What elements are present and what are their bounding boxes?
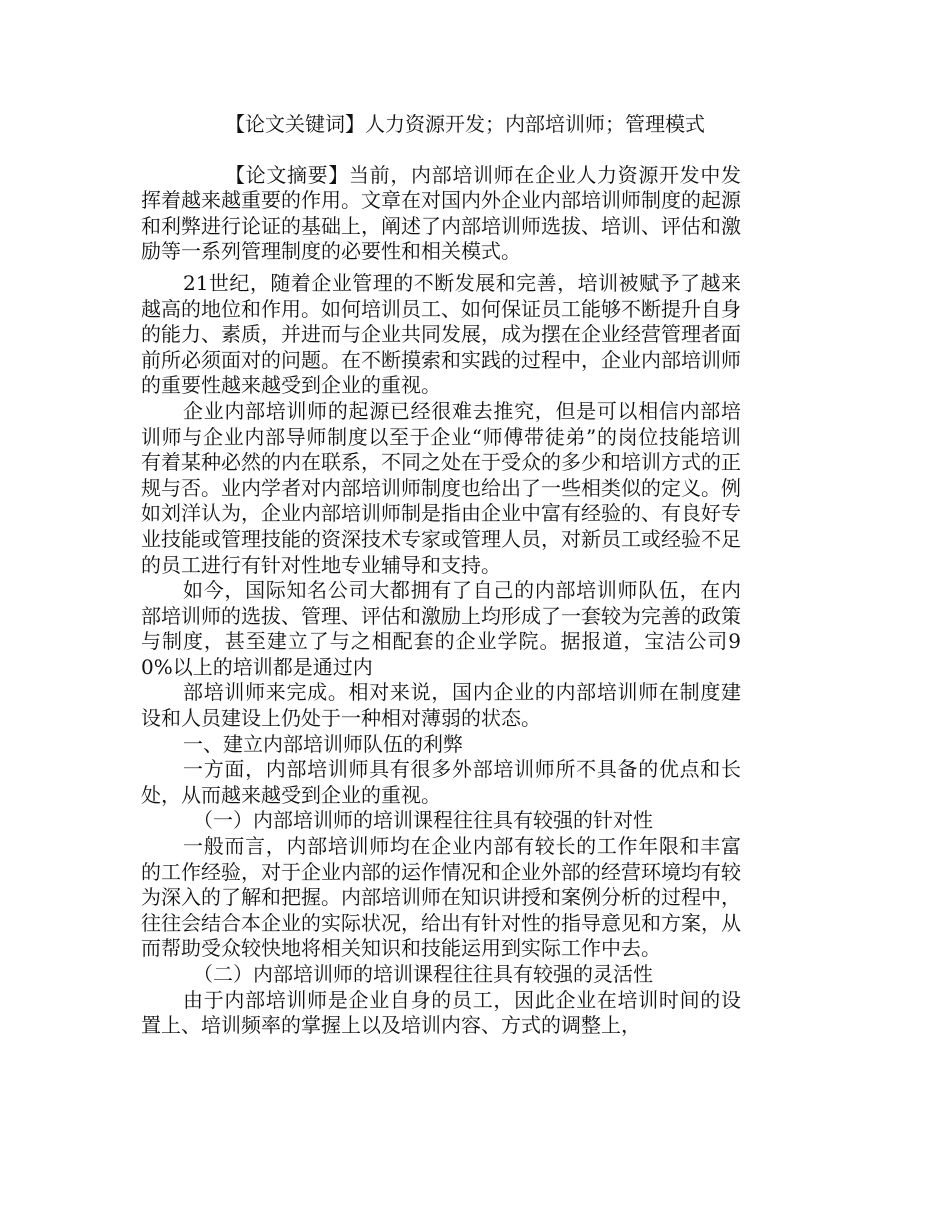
document-page: [141, 112, 741, 1039]
body-paragraph-1: 21世纪，随着企业管理的不断发展和完善，培训被赋予了越来越高的地位和作用。如何培训员工、如何保证员工能够不断提升自身的能力、素质，并进而与企业共同发展，成为摆在企业经营管理者面前所必须面对的问题。在不断摸索和实践的过程中，企业内部培训师的重要性越来越受到企业的重视。: [141, 270, 741, 398]
body-paragraph-3: 如今，国际知名公司大都拥有了自己的内部培训师队伍，在内部培训师的选拔、管理、评估和激励上均形成了一套较为完善的政策与制度，甚至建立了与之相配套的企业学院。据报道，宝洁公司90%以上的培训都是通过内: [141, 578, 741, 679]
abstract-paragraph: 【论文摘要】当前，内部培训师在企业人力资源开发中发挥着越来越重要的作用。文章在对国内外企业内部培训师制度的起源和利弊进行论证的基础上，阐述了内部培训师选拔、培训、评估和激励等一系列管理制度的必要性和相关模式。: [141, 162, 741, 264]
body-paragraph-7: 由于内部培训师是企业自身的员工，因此企业在培训时间的设置上、培训频率的掌握上以及培训内容、方式的调整上，: [141, 987, 741, 1038]
subsection-heading-2: （二）内部培训师的培训课程往往具有较强的灵活性: [193, 962, 653, 986]
body-paragraph-5: 一方面，内部培训师具有很多外部培训师所不具备的优点和长处，从而越来越受到企业的重视。: [141, 757, 741, 807]
keywords-paragraph: 【论文关键词】人力资源开发；内部培训师；管理模式: [225, 112, 705, 136]
section-heading-1: 一、建立内部培训师队伍的利弊: [183, 731, 463, 756]
body-paragraph-6: 一般而言，内部培训师均在企业内部有较长的工作年限和丰富的工作经验，对于企业内部的运作情况和企业外部的经营环境均有较为深入的了解和把握。内部培训师在知识讲授和案例分析的过程中，往往会结合本企业的实际状况，给出有针对性的指导意见和方案，从而帮助受众较快地将相关知识和技能运用到实际工作中去。: [141, 834, 741, 961]
body-paragraph-4: 部培训师来完成。相对来说，国内企业的内部培训师在制度建设和人员建设上仍处于一种相对薄弱的状态。: [141, 680, 741, 731]
body-paragraph-2: 企业内部培训师的起源已经很难去推究，但是可以相信内部培训师与企业内部导师制度以至于企业“师傅带徒弟”的岗位技能培训有着某种必然的内在联系，不同之处在于受众的多少和培训方式的正规与否。业内学者对内部培训师制度也给出了一些相类似的定义。例如刘洋认为，企业内部培训师制是指由企业中富有经验的、有良好专业技能或管理技能的资深技术专家或管理人员，对新员工或经验不足的员工进行有针对性地专业辅导和支持。: [141, 398, 741, 577]
subsection-heading-1: （一）内部培训师的培训课程往往具有较强的针对性: [193, 808, 653, 833]
